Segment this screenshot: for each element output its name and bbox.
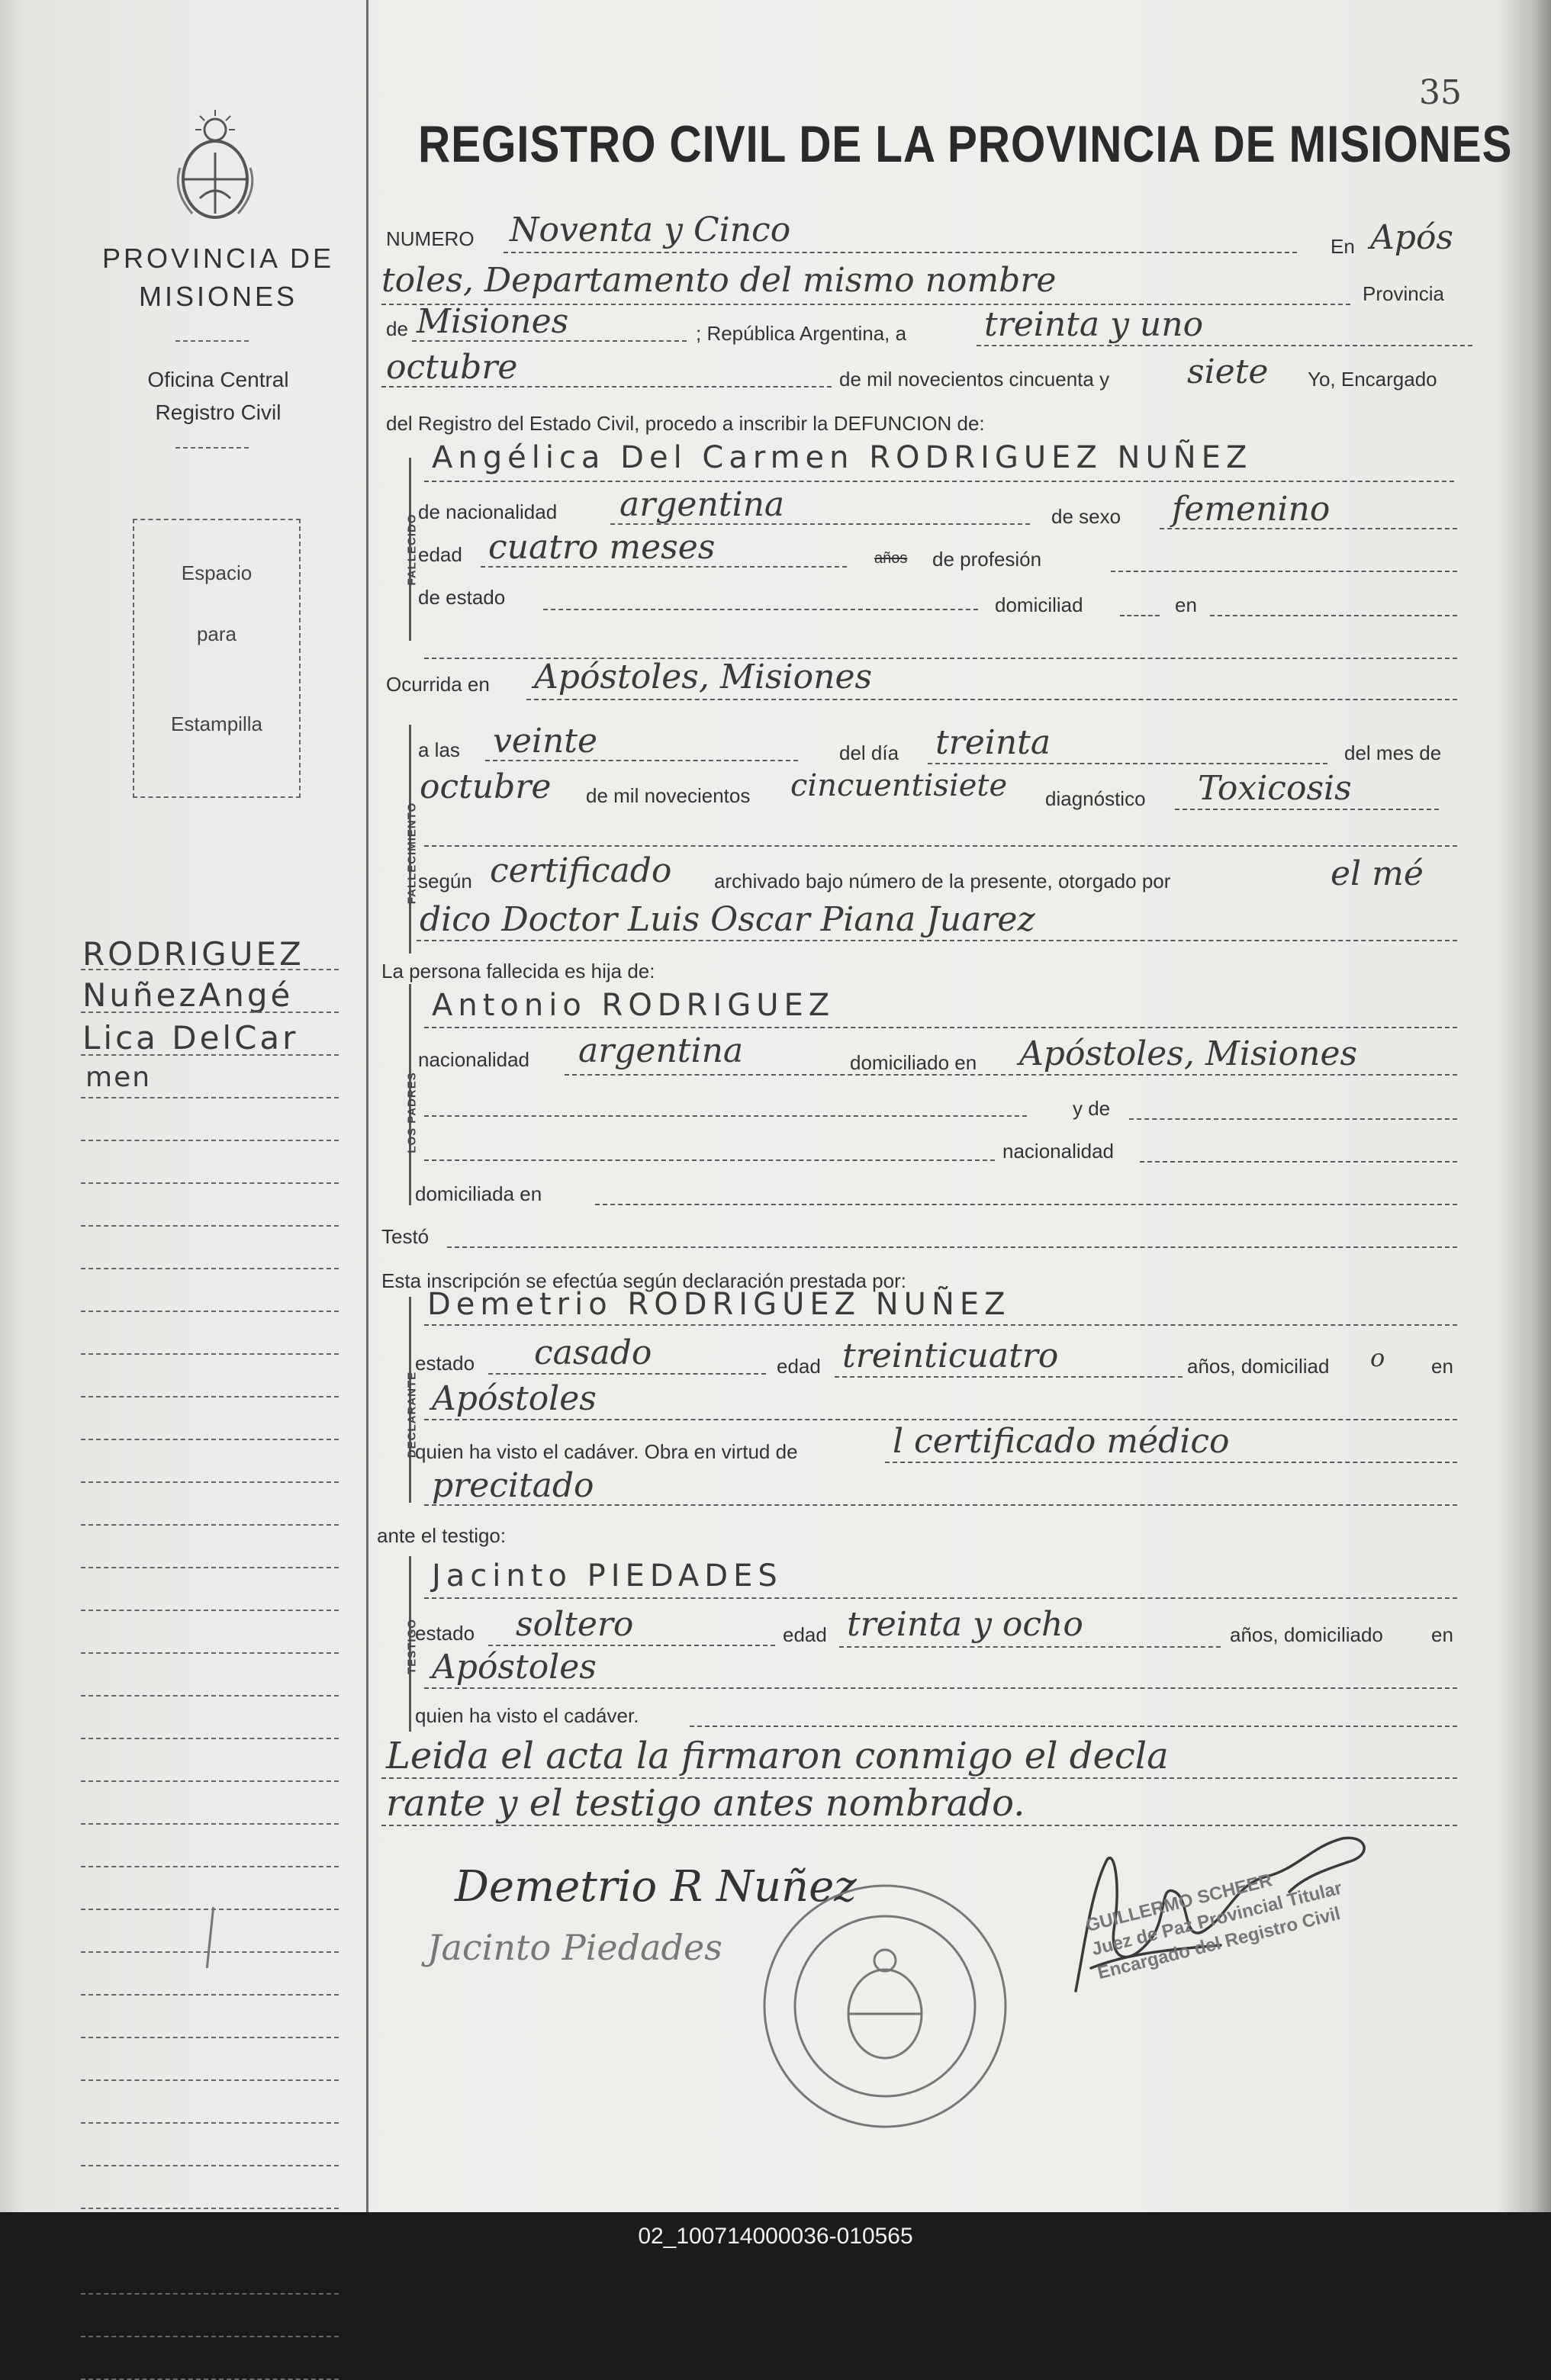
edad-rule [481,566,847,568]
office-line2: Registro Civil [155,400,282,424]
office-line1: Oficina Central [147,368,289,391]
closing-line-1: Leida el acta la firmaron conmigo el decla [386,1735,1169,1777]
declarante-edad-value: treinticuatro [842,1336,1059,1375]
yde-rule [1129,1118,1457,1120]
diagnostico-value: Toxicosis [1198,769,1352,808]
margin-rule [81,2037,339,2038]
ocurrida-label: Ocurrida en [386,673,490,696]
estado-label: de estado [418,586,506,609]
padres-nacionalidad-rule [565,1074,1457,1076]
margin-rule [81,2336,339,2337]
margin-rule [81,1268,339,1269]
fallecido-en-rule [1210,615,1457,616]
margin-rule [81,1652,339,1654]
testo-rule [447,1246,1457,1248]
margin-pencil-mark [206,1907,214,1968]
page-binding-line [366,0,368,2212]
page-number: 35 [1419,73,1462,112]
nacionalidad-value: argentina [619,485,785,524]
testigo-estado-rule [488,1645,775,1646]
diagnostico-rule [1175,809,1439,810]
declarante-edad-label: edad [777,1355,821,1378]
footer-image-id: 02_100714000036-010565 [0,2212,1551,2261]
page-title: REGISTRO CIVIL DE LA PROVINCIA DE MISIONES [418,115,1513,173]
sexo-label: de sexo [1051,505,1121,528]
madre-nacionalidad-label: nacionalidad [1002,1140,1115,1163]
dia-value: treinta y uno [984,305,1204,344]
yde-label: y de [1073,1097,1111,1120]
margin-rule [81,2293,339,2295]
fallecimiento-side-label: FALLECIMIENTO [405,802,419,905]
ocurrida-rule [526,699,1457,700]
yo-label: Yo, Encargado [1308,368,1437,391]
declarante-estado-label: estado [415,1352,475,1375]
edad-value: cuatro meses [488,528,716,567]
madre-name-rule [424,1159,995,1161]
hora-rule [485,760,798,761]
declarante-estado-rule [488,1373,766,1375]
padres-domiciliado-label: domiciliado en [850,1051,977,1074]
fallecido-side-label: FALLECIDO [405,513,419,586]
margin-rule [81,1524,339,1526]
testigo-en-label: en [1431,1623,1453,1646]
margin-note-line: NuñezAngé [82,976,294,1014]
mes-value: octubre [386,348,518,387]
testigo-estado-value: soltero [516,1605,634,1644]
province-heading-line2: MISIONES [138,281,298,312]
margin-rule [81,1011,339,1013]
profesion-label: de profesión [932,548,1042,571]
fallecimiento-blank-rule [424,845,1457,847]
madre-nacionalidad-rule [1140,1161,1457,1163]
segun-value: certificado [490,851,672,890]
domiciliad-label: domiciliad [995,593,1083,616]
testigo-anos-label: años, domiciliado [1230,1623,1383,1646]
provincia-label: Provincia [1363,282,1444,305]
stamp-box-line: Estampilla [171,712,262,735]
dia-rule [977,345,1472,346]
court-seal-icon [755,1877,1015,2136]
segun-label: según [418,870,472,892]
margin-rule [81,1097,339,1098]
margin-rule [81,1140,339,1141]
padres-nacionalidad-value: argentina [578,1031,744,1070]
margin-note-line: RODRIGUEZ [82,935,304,973]
ocurrida-value: Apóstoles, Misiones [534,658,873,696]
margin-rule [81,2122,339,2124]
closing-line-2: rante y el testigo antes nombrado. [386,1782,1025,1825]
stamp-box-line: Espacio [181,561,253,584]
margin-rule [81,1823,339,1825]
margin-note-line: Lica DelCar [82,1019,299,1057]
margin-rule [81,1396,339,1397]
signature-declarante: Demetrio R Nuñez [455,1862,857,1912]
testigo-edad-label: edad [783,1623,827,1646]
province-heading-line1: PROVINCIA DE [101,243,335,274]
anio-fallec-value: cincuentisiete [790,768,1008,803]
padre-value: Antonio RODRIGUEZ [432,988,835,1023]
declarante-name: Demetrio RODRIGUEZ NUÑEZ [427,1287,1011,1322]
edad-label: edad [418,543,462,566]
margin-rule [81,1994,339,1996]
republica-label: ; República Argentina, a [696,322,907,345]
declarante-virtud-value-1: l certificado médico [893,1422,1230,1461]
deldia-label: del día [839,741,899,764]
testigo-label: ante el testigo: [377,1524,507,1547]
anio-value: siete [1187,352,1269,391]
testigo-edad-rule [839,1646,1221,1648]
otorgado-rule [417,940,1457,941]
archivado-label: archivado bajo número de la presente, otorgado por [714,870,1171,892]
otorgado-value-2: dico Doctor Luis Oscar Piana Juarez [420,900,1035,939]
stamp-box [133,519,301,798]
en-label: En [1331,235,1355,258]
nacionalidad-label: de nacionalidad [418,500,558,523]
declarante-name-rule [424,1324,1457,1326]
declarante-edad-rule [835,1376,1183,1378]
margin-rule [81,1481,339,1483]
coat-of-arms-icon [169,107,261,221]
hora-value: veinte [493,722,598,761]
declarante-domicilio-value: Apóstoles [432,1379,597,1418]
padres-nacionalidad-label: nacionalidad [418,1048,530,1071]
padres-domiciliado-value: Apóstoles, Misiones [1019,1034,1358,1073]
sexo-rule [1160,528,1457,529]
declarante-domiciliad-suffix: o [1370,1343,1385,1372]
declarante-estado-value: casado [534,1333,652,1372]
provincia-rule [412,340,687,342]
testigo-visto-rule [690,1726,1457,1727]
margin-rule [81,1866,339,1867]
domiciliada-rule [595,1204,1457,1205]
stamp-box-line: para [196,622,237,645]
margin-rule [81,1054,339,1056]
numero-label: NUMERO [386,227,475,250]
signature-testigo: Jacinto Piedades [427,1927,722,1968]
margin-note-line: men [85,1062,152,1093]
margin-rule [81,1439,339,1440]
otorgado-value-1: el mé [1331,854,1424,893]
diagnostico-label: diagnóstico [1045,787,1146,810]
sexo-value: femenino [1172,490,1331,529]
declarante-virtud-rule [885,1462,1457,1463]
alas-label: a las [418,738,460,761]
domiciliada-label: domiciliada en [415,1182,542,1205]
de-label: de [386,317,408,340]
estado-rule [543,609,978,610]
margin-rule [81,1610,339,1611]
testigo-domicilio-value: Apóstoles [432,1648,597,1687]
declarante-side-label: DECLARANTE [405,1371,419,1459]
margin-rule [81,1311,339,1312]
testo-label: Testó [381,1225,430,1248]
en-value-2: toles, Departamento del mismo nombre [381,261,1057,300]
madre-rule [424,1115,1027,1117]
dia-fallec-value: treinta [935,723,1051,762]
numero-value: Noventa y Cinco [510,211,791,249]
mes-rule [381,386,832,388]
margin-rule [81,2208,339,2209]
numero-rule [504,252,1297,253]
declarante-virtud-rule-2 [424,1504,1457,1506]
provincia-value: Misiones [417,302,569,341]
declarante-domicilio-rule [424,1419,1457,1420]
testigo-name-rule [424,1597,1457,1599]
testigo-estado-label: estado [415,1622,475,1645]
profesion-rule [1111,571,1457,572]
domiciliad-rule [1120,615,1160,616]
testigo-edad-value: treinta y ocho [847,1605,1083,1644]
testigo-name: Jacinto PIEDADES [432,1558,783,1594]
dia-fallec-rule [928,763,1327,764]
closing-rule-1 [381,1777,1457,1779]
hija-label: La persona fallecida es hija de: [381,960,655,983]
testigo-side-label: TESTIGO [405,1619,419,1674]
seal-text: GUILLERMO SCHEER Juez de Paz Provincial Titular Encargado del Registro Civil [1083,1870,1344,1984]
left-divider [175,447,249,449]
margin-rule [81,1182,339,1184]
testigo-visto-label: quien ha visto el cadáver. [415,1704,639,1727]
declarante-anos-label: años, domiciliad [1187,1355,1330,1378]
inscripcion-label: Esta inscripción se efectúa según declaración prestada por: [381,1269,906,1292]
padre-rule [424,1027,1457,1028]
registro-label: del Registro del Estado Civil, procedo a inscribir la DEFUNCION de: [386,412,985,435]
margin-rule [81,969,339,970]
declarante-visto-label: quien ha visto el cadáver. Obra en virtud de [415,1440,798,1463]
fallecido-en-label: en [1175,593,1197,616]
padres-side-label: LOS PADRES [405,1072,419,1153]
margin-rule [81,2165,339,2166]
fallecido-name-rule [424,481,1454,482]
margin-rule [81,1353,339,1355]
left-divider [175,340,249,342]
declarante-virtud-value-2: precitado [432,1466,594,1505]
declarante-en-label: en [1431,1355,1453,1378]
en-value-1: Após [1370,218,1454,257]
margin-rule [81,1225,339,1227]
mes-fallec-value: octubre [420,767,552,806]
nacionalidad-rule [610,523,1030,525]
delmes-label: del mes de [1344,741,1442,764]
mil-fallec-label: de mil novecientos [586,784,751,807]
mil-label: de mil novecientos cincuenta y [839,368,1110,391]
margin-rule [81,1567,339,1568]
margin-rule [81,1738,339,1739]
anos-label: años [874,550,908,567]
margin-rule [81,1780,339,1782]
margin-rule [81,1909,339,1910]
margin-rule [81,2079,339,2081]
fallecido-name: Angélica Del Carmen RODRIGUEZ NUÑEZ [432,440,1253,475]
testigo-domicilio-rule [424,1687,1457,1689]
margin-rule [81,1695,339,1697]
